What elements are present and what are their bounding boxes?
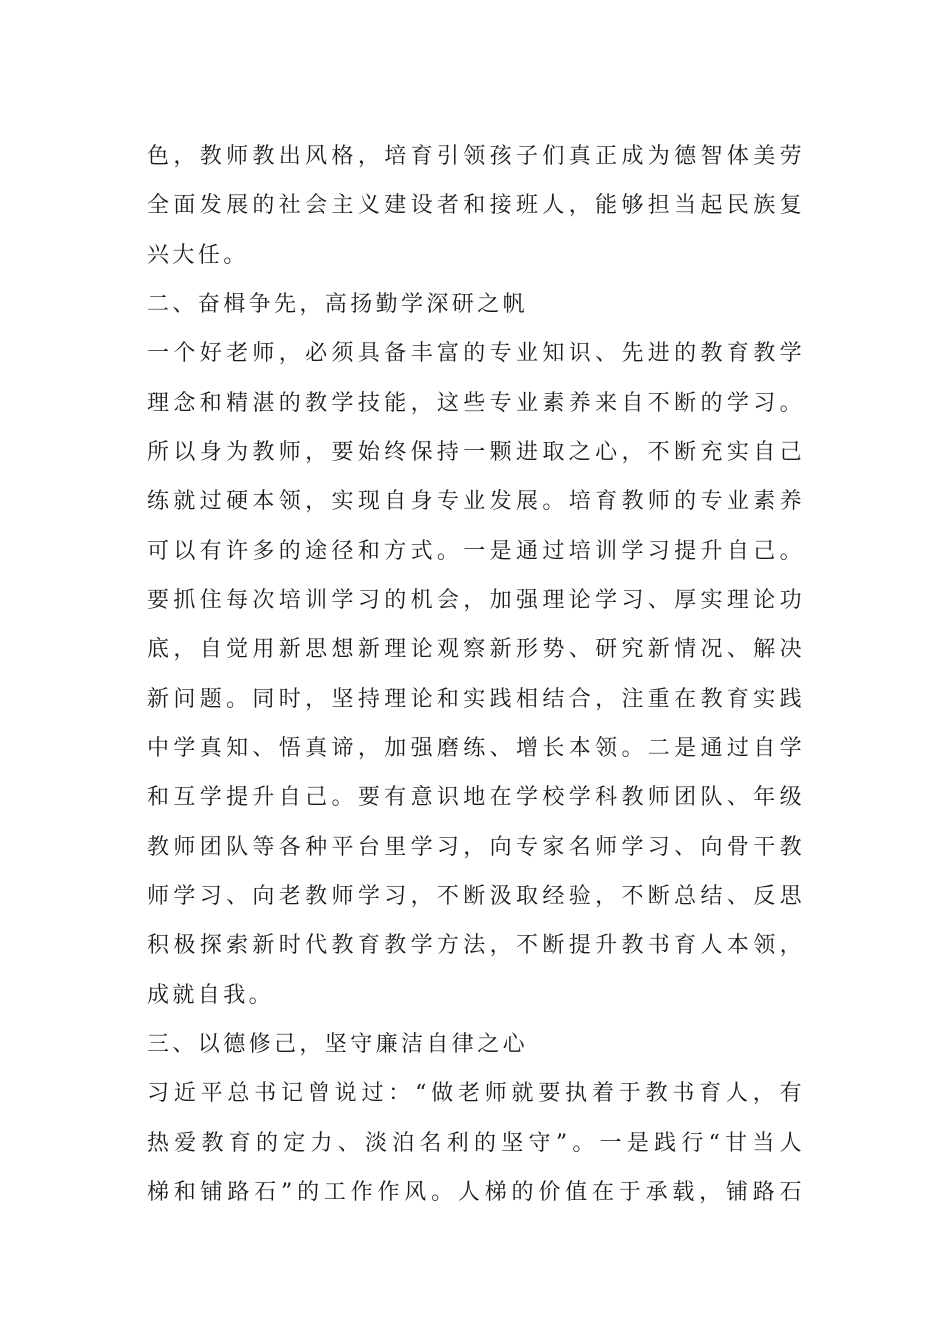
paragraph [147, 1069, 805, 1217]
paragraph-line: 梯和铺路石”的工作作风。人梯的价值在于承载，铺路石 [147, 1179, 805, 1205]
paragraph-line: 新问题。同时，坚持理论和实践相结合，注重在教育实践 [147, 686, 805, 712]
paragraph-line: 可以有许多的途径和方式。一是通过培训学习提升自己。 [147, 538, 805, 564]
paragraph-line: 习近平总书记曾说过：“做老师就要执着于教书育人，有 [147, 1081, 805, 1107]
paragraph-line: 兴大任。 [147, 242, 249, 268]
paragraph-line: 色，教师教出风格，培育引领孩子们真正成为德智体美劳 [147, 144, 805, 169]
paragraph-line: 成就自我。 [147, 982, 275, 1008]
document-body [147, 132, 805, 1217]
paragraph-line: 中学真知、悟真谛，加强磨练、增长本领。二是通过自学 [147, 735, 805, 761]
paragraph [147, 132, 805, 280]
paragraph-line: 师学习、向老教师学习，不断汲取经验，不断总结、反思 [147, 883, 805, 909]
paragraph-line: 底，自觉用新思想新理论观察新形势、研究新情况、解决 [147, 637, 805, 663]
section-heading: 二、奋楫争先，高扬勤学深研之帆 [147, 291, 529, 317]
paragraph [147, 329, 805, 1020]
paragraph-line: 所以身为教师，要始终保持一颗进取之心，不断充实自己 [147, 439, 805, 465]
paragraph-line: 要抓住每次培训学习的机会，加强理论学习、厚实理论功 [147, 587, 805, 613]
paragraph-line: 一个好老师，必须具备丰富的专业知识、先进的教育教学 [147, 341, 805, 367]
paragraph-line: 和互学提升自己。要有意识地在学校学科教师团队、年级 [147, 785, 805, 811]
paragraph-line: 积极探索新时代教育教学方法，不断提升教书育人本领， [147, 933, 805, 959]
paragraph-line: 理念和精湛的教学技能，这些专业素养来自不断的学习。 [147, 390, 805, 416]
paragraph-line: 热爱教育的定力、淡泊名利的坚守”。一是践行“甘当人 [147, 1130, 805, 1156]
paragraph-line: 教师团队等各种平台里学习，向专家名师学习、向骨干教 [147, 834, 805, 860]
paragraph-line: 练就过硬本领，实现自身专业发展。培育教师的专业素养 [147, 489, 805, 515]
paragraph-line: 全面发展的社会主义建设者和接班人，能够担当起民族复 [147, 193, 805, 219]
section-heading: 三、以德修己，坚守廉洁自律之心 [147, 1031, 529, 1057]
